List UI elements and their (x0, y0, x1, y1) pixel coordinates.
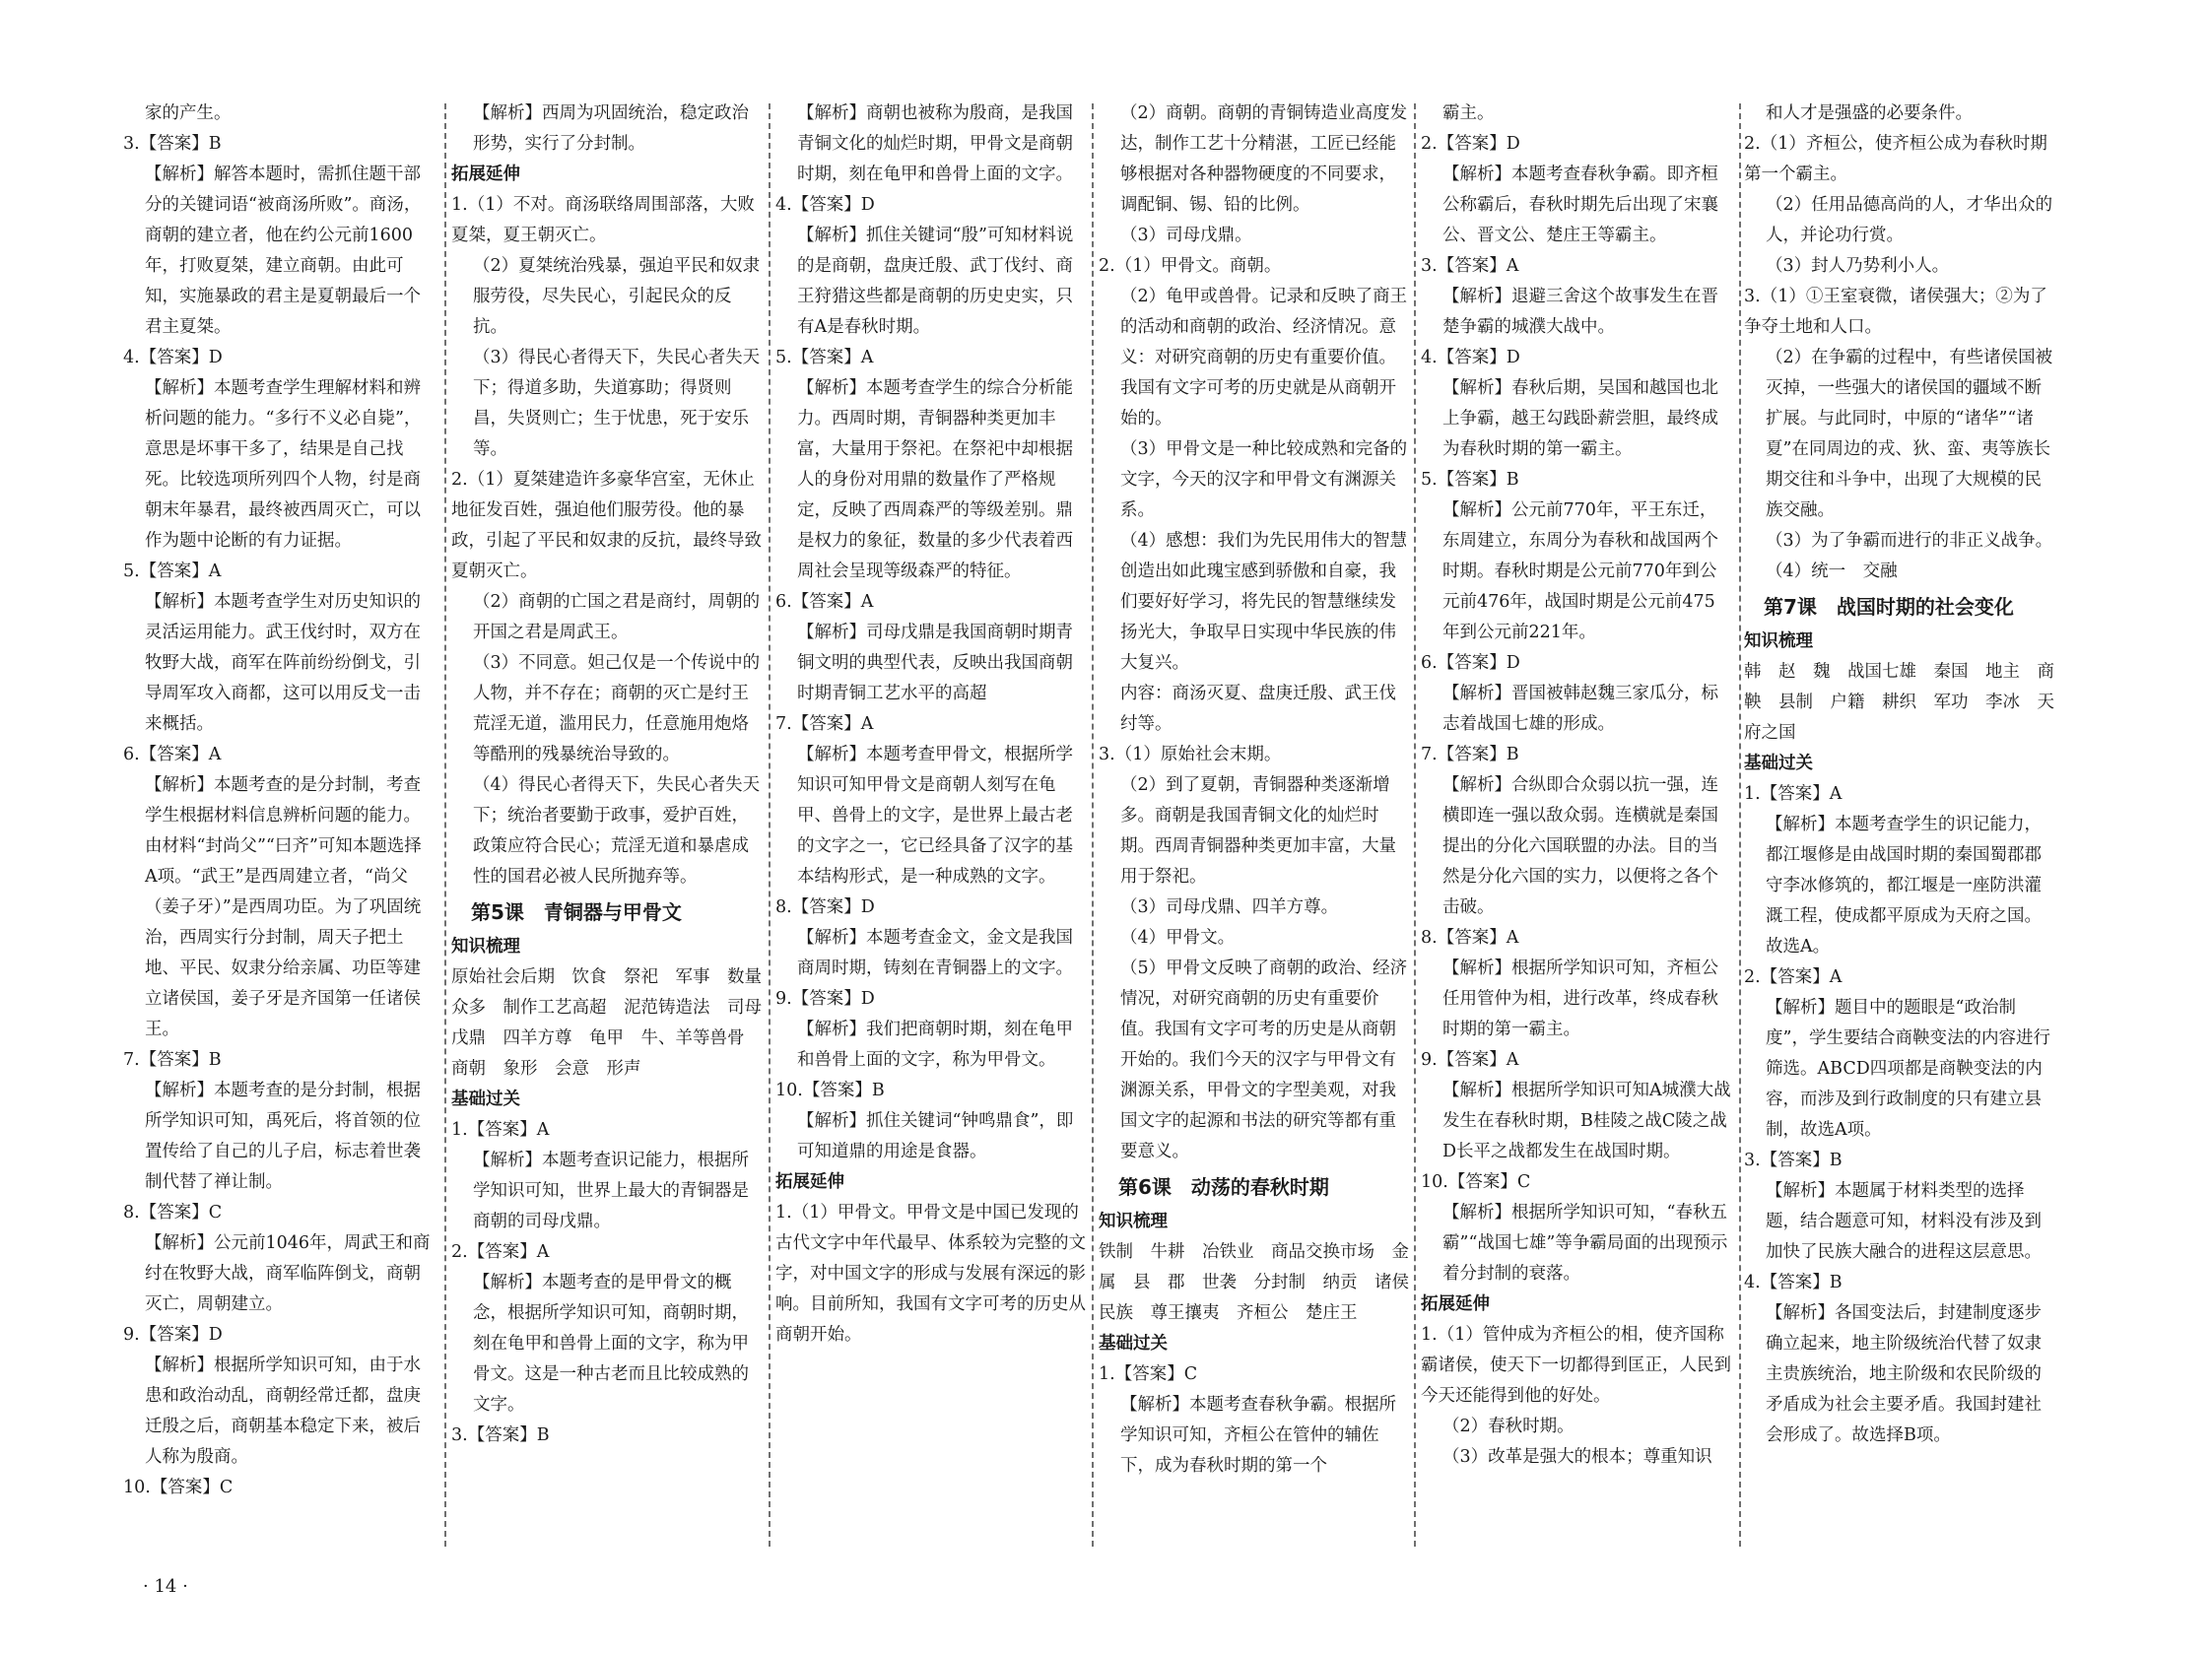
explanation-text: 【解析】商朝也被称为殷商，是我国青铜文化的灿烂时期，甲骨文是商朝时期，刻在龟甲和兽骨上面的文字。 (797, 103, 1073, 184)
answer-item: 3.【答案】B (451, 1425, 550, 1445)
explanation-text: 【解析】本题考查学生理解材料和辨析问题的能力。“多行不义必自毙”，意思是坏事干多了，结果是自己找死。比较选项所列四个人物，纣是商朝末年暴君，最终被西周灭亡，可以作为题中论断的有力证据。 (145, 378, 422, 551)
answer-item: 9.【答案】D (123, 1325, 223, 1345)
explanation-text: （3）为了争霸而进行的非正义战争。 (1766, 531, 2053, 551)
explanation-text: （3）封人乃势利小人。 (1766, 256, 1950, 276)
explanation-text: 【解析】西周为巩固统治，稳定政治形势，实行了分封制。 (473, 103, 749, 154)
answer-item: 9.【答案】D (775, 989, 875, 1009)
explanation-text: 和人才是强盛的必要条件。 (1766, 103, 1973, 123)
explanation-text: 【解析】公元前770年，平王东迁，东周建立，东周分为春秋和战国两个时期。春秋时期是公元前770年到公元前476年，战国时期是公元前475年到公元前221年。 (1442, 500, 1718, 642)
explanation-text: 【解析】题目中的题眼是“政治制度”，学生要结合商鞅变法的内容进行筛选。ABCD四项都是商鞅变法的内容，而涉及到行政制度的只有建立县制，故选A项。 (1766, 998, 2050, 1140)
explanation-text: 【解析】各国变法后，封建制度逐步确立起来，地主阶级统治代替了奴隶主贵族统治，地主阶级和农民阶级的矛盾成为社会主要矛盾。我国封建社会形成了。故选择B项。 (1766, 1303, 2042, 1445)
explanation-text: 【解析】本题考查学生的识记能力，都江堰修是由战国时期的秦国蜀郡郡守李冰修筑的，都江堰是一座防洪灌溉工程，使成都平原成为天府之国。故选A。 (1766, 815, 2042, 957)
section-heading: 知识梳理 (1099, 1212, 1168, 1231)
column-1 (123, 99, 434, 1503)
answer-item: 4.【答案】D (775, 195, 875, 215)
explanation-text: 【解析】本题考查的是分封制，根据所学知识可知，禹死后，将首领的位置传给了自己的儿子启，标志着世袭制代替了禅让制。 (145, 1081, 421, 1192)
section-heading: 知识梳理 (1744, 631, 1813, 651)
explanation-text: 【解析】本题考查的是甲骨文的概念，根据所学知识可知，商朝时期，刻在龟甲和兽骨上面的文字，称为甲骨文。这是一种古老而且比较成熟的文字。 (473, 1273, 749, 1415)
answer-item: 1.（1）管仲成为齐桓公的相，使齐国称霸诸侯，使天下一切都得到匡正，人民到今天还能得到他的好处。 (1421, 1325, 1731, 1406)
explanation-text: 【解析】抓住关键词“殷”可知材料说的是商朝，盘庚迁殷、武丁伐纣、商王狩猎这些都是商朝的历史史实，只有A是春秋时期。 (797, 226, 1074, 337)
answer-item: 2.（1）甲骨文。商朝。 (1099, 256, 1282, 276)
explanation-text: （2）龟甲或兽骨。记录和反映了商王的活动和商朝的政治、经济情况。意义：对研究商朝的历史有重要价值。我国有文字可考的历史就是从商朝开始的。 (1120, 287, 1408, 429)
answer-item: 10.【答案】C (123, 1478, 234, 1497)
section-heading: 拓展延伸 (451, 165, 520, 184)
section-heading: 基础过关 (451, 1090, 520, 1109)
explanation-text: （4）统一 交融 (1766, 562, 1898, 581)
answer-item: 韩 赵 魏 战国七雄 秦国 地主 商鞅 县制 户籍 耕织 军功 李冰 天府之国 (1744, 662, 2054, 743)
explanation-text: 【解析】根据所学知识可知A城濮大战发生在春秋时期，B桂陵之战C陵之战D长平之战都发生在战国时期。 (1442, 1081, 1731, 1161)
explanation-text: 【解析】根据所学知识可知，齐桓公任用管仲为相，进行改革，终成春秋时期的第一霸主。 (1442, 959, 1718, 1039)
answer-item: 3.（1）①王室衰微，诸侯强大；②为了争夺土地和人口。 (1744, 287, 2047, 337)
explanation-text: （4）感想：我们为先民用伟大的智慧创造出如此瑰宝感到骄傲和自豪，我们要好好学习，将先民的智慧继续发扬光大，争取早日实现中华民族的伟大复兴。 (1120, 531, 1408, 673)
explanation-text: 【解析】本题考查学生对历史知识的灵活运用能力。武王伐纣时，双方在牧野大战，商军在阵前纷纷倒戈，引导周军攻入商都，这可以用反戈一击来概括。 (145, 592, 421, 734)
answer-item: 1.（1）甲骨文。甲骨文是中国已发现的古代文字中年代最早、体系较为完整的文字，对中国文字的形成与发展有深远的影响。目前所知，我国有文字可考的历史从商朝开始。 (775, 1203, 1086, 1345)
explanation-text: 【解析】抓住关键词“钟鸣鼎食”，即可知道鼎的用途是食器。 (797, 1111, 1074, 1161)
explanation-text: 内容：商汤灭夏、盘庚迁殷、武王伐纣等。 (1120, 684, 1396, 734)
explanation-text: 【解析】本题考查的是分封制，考查学生根据材料信息辨析问题的能力。由材料“封尚父”“曰齐”可知本题选择A项。“武王”是西周建立者，“尚父（姜子牙）”是西周功臣。为了巩固统治，西周实行分封制，周天子把土地、平民、奴隶分给亲属、功臣等建立诸侯国，姜子牙是齐国第一任诸侯王。 (145, 775, 422, 1039)
section-heading: 基础过关 (1744, 754, 1813, 773)
section-heading: 知识梳理 (451, 937, 520, 957)
answer-item: 6.【答案】D (1421, 653, 1520, 673)
answer-item: 8.【答案】C (123, 1203, 223, 1223)
column-divider (444, 103, 446, 1547)
column-4 (1099, 99, 1427, 1482)
explanation-text: （2）商朝。商朝的青铜铸造业高度发达，制作工艺十分精湛，工匠已经能够根据对各种器物硬度的不同要求，调配铜、锡、铅的比例。 (1120, 103, 1408, 215)
column-divider (1739, 103, 1741, 1547)
answer-item: 5.【答案】B (1421, 470, 1519, 490)
section-heading: 拓展延伸 (775, 1172, 844, 1192)
answer-item: 3.【答案】B (1744, 1151, 1843, 1170)
explanation-text: （2）到了夏朝，青铜器种类逐渐增多。商朝是我国青铜文化的灿烂时期。西周青铜器种类更加丰富，大量用于祭祀。 (1120, 775, 1396, 887)
answer-item: 4.【答案】D (1421, 348, 1520, 367)
explanation-text: 【解析】晋国被韩赵魏三家瓜分，标志着战国七雄的形成。 (1442, 684, 1718, 734)
explanation-text: 【解析】退避三舍这个故事发生在晋楚争霸的城濮大战中。 (1442, 287, 1718, 337)
column-5 (1421, 99, 1731, 1473)
explanation-text: 【解析】公元前1046年，周武王和商纣在牧野大战，商军临阵倒戈，商朝灭亡，周朝建立。 (145, 1233, 431, 1314)
lesson-heading: 第7课 战国时期的社会变化 (1764, 595, 2014, 619)
answer-item: 2.【答案】D (1421, 134, 1520, 154)
answer-item: 7.【答案】B (123, 1050, 222, 1070)
lesson-heading: 第5课 青铜器与甲骨文 (471, 900, 682, 924)
answer-item: 铁制 牛耕 冶铁业 商品交换市场 金属 县 郡 世袭 分封制 纳贡 诸侯 民族 尊王攘夷 齐桓公 楚庄王 (1099, 1242, 1427, 1323)
answer-item: 7.【答案】B (1421, 745, 1519, 764)
explanation-text: （3）司母戊鼎。 (1120, 226, 1252, 245)
explanation-text: 【解析】根据所学知识可知，由于水患和政治动乱，商朝经常迁都，盘庚迁殷之后，商朝基本稳定下来，被后人称为殷商。 (145, 1355, 421, 1467)
answer-item: 5.【答案】A (123, 562, 222, 581)
explanation-text: 【解析】春秋后期，吴国和越国也北上争霸，越王勾践卧薪尝胆，最终成为春秋时期的第一霸主。 (1442, 378, 1718, 459)
explanation-text: （3）司母戊鼎、四羊方尊。 (1120, 897, 1339, 917)
explanation-text: 【解析】本题考查春秋争霸。根据所学知识可知，齐桓公在管仲的辅佐下，成为春秋时期的第一个 (1120, 1395, 1396, 1476)
answer-item: 2.【答案】A (1744, 967, 1843, 987)
explanation-text: 【解析】本题考查甲骨文，根据所学知识可知甲骨文是商朝人刻写在龟甲、兽骨上的文字，是世界上最古老的文字之一，它已经具备了汉字的基本结构形式，是一种成熟的文字。 (797, 745, 1073, 887)
page-number: · 14 · (143, 1576, 188, 1597)
explanation-text: （2）夏桀统治残暴，强迫平民和奴隶服劳役，尽失民心，引起民众的反抗。 (473, 256, 761, 337)
answer-item: 3.【答案】B (123, 134, 222, 154)
answer-item: 4.【答案】B (1744, 1273, 1843, 1292)
explanation-text: 【解析】本题考查学生的综合分析能力。西周时期，青铜器种类更加丰富，大量用于祭祀。在祭祀中却根据人的身份对用鼎的数量作了严格规定，反映了西周森严的等级差别。鼎是权力的象征，数量的多少代表着西周社会呈现等级森严的特征。 (797, 378, 1073, 581)
answer-item: 1.【答案】C (1099, 1364, 1198, 1384)
explanation-text: 【解析】解答本题时，需抓住题干部分的关键词语“被商汤所败”。商汤，商朝的建立者，他在约公元前1600年，打败夏桀，建立商朝。由此可知，实施暴政的君主是夏朝最后一个君主夏桀。 (145, 165, 422, 337)
answer-item: 3.【答案】A (1421, 256, 1519, 276)
explanation-text: 【解析】本题考查春秋争霸。即齐桓公称霸后，春秋时期先后出现了宋襄公、晋文公、楚庄王等霸主。 (1442, 165, 1718, 245)
explanation-text: 【解析】本题属于材料类型的选择题，结合题意可知，材料没有涉及到加快了民族大融合的进程这层意思。 (1766, 1181, 2042, 1262)
section-heading: 拓展延伸 (1421, 1294, 1490, 1314)
explanation-text: （3）不同意。妲己仅是一个传说中的人物，并不存在；商朝的灭亡是纣王荒淫无道，滥用民力，任意施用炮烙等酷刑的残暴统治导致的。 (473, 653, 761, 764)
answer-item: 3.（1）原始社会末期。 (1099, 745, 1282, 764)
explanation-text: （3）甲骨文是一种比较成熟和完备的文字，今天的汉字和甲骨文有渊源关系。 (1120, 439, 1408, 520)
answer-item: 2.【答案】A (451, 1242, 550, 1262)
explanation-text: 【解析】本题考查识记能力，根据所学知识可知，世界上最大的青铜器是商朝的司母戊鼎。 (473, 1151, 749, 1231)
answer-item: 5.【答案】A (775, 348, 874, 367)
explanation-text: 家的产生。 (145, 103, 232, 123)
explanation-text: （2）任用品德高尚的人，才华出众的人，并论功行赏。 (1766, 195, 2053, 245)
answer-item: 2.（1）夏桀建造许多豪华宫室，无休止地征发百姓，强迫他们服劳役。他的暴政，引起了平民和奴隶的反抗，最终导致夏朝灭亡。 (451, 470, 762, 581)
explanation-text: 【解析】司母戊鼎是我国商朝时期青铜文明的典型代表，反映出我国商朝时期青铜工艺水平的高超 (797, 623, 1073, 703)
column-divider (1092, 103, 1094, 1547)
answer-item: 8.【答案】A (1421, 928, 1519, 948)
answer-item: 6.【答案】A (775, 592, 874, 612)
column-divider (1414, 103, 1416, 1547)
explanation-text: （5）甲骨文反映了商朝的政治、经济情况，对研究商朝的历史有重要价值。我国有文字可考的历史是从商朝开始的。我们今天的汉字与甲骨文有渊源关系，甲骨文的字型美观，对我国文字的起源和书法的研究等都有重要意义。 (1120, 959, 1408, 1161)
column-6 (1744, 99, 2054, 1451)
explanation-text: （2）商朝的亡国之君是商纣，周朝的开国之君是周武王。 (473, 592, 761, 642)
explanation-text: （2）春秋时期。 (1442, 1417, 1575, 1436)
lesson-heading: 第6课 动荡的春秋时期 (1118, 1175, 1329, 1199)
column-3 (775, 99, 1086, 1351)
answer-item: 6.【答案】A (123, 745, 222, 764)
answer-item: 10.【答案】B (775, 1081, 885, 1100)
explanation-text: 【解析】本题考查金文，金文是我国商周时期，铸刻在青铜器上的文字。 (797, 928, 1073, 978)
explanation-text: （3）得民心者得天下，失民心者失天下；得道多助，失道寡助；得贤则昌，失贤则亡；生于忧患，死于安乐等。 (473, 348, 761, 459)
explanation-text: （3）改革是强大的根本；尊重知识 (1442, 1447, 1712, 1467)
explanation-text: （2）在争霸的过程中，有些诸侯国被灭掉，一些强大的诸侯国的疆域不断扩展。与此同时，中原的“诸华”“诸夏”在同周边的戎、狄、蛮、夷等族长期交往和斗争中，出现了大规模的民族交融。 (1766, 348, 2053, 520)
section-heading: 基础过关 (1099, 1334, 1168, 1354)
answer-item: 4.【答案】D (123, 348, 223, 367)
explanation-text: 【解析】根据所学知识可知，“春秋五霸”“战国七雄”等争霸局面的出现预示着分封制的衰落。 (1442, 1203, 1728, 1284)
column-2 (451, 99, 762, 1451)
explanation-text: （4）甲骨文。 (1120, 928, 1236, 948)
explanation-text: （4）得民心者得天下，失民心者失天下；统治者要勤于政事，爱护百姓，政策应符合民心；荒淫无道和暴虐成性的国君必被人民所抛弃等。 (473, 775, 761, 887)
explanation-text: 霸主。 (1442, 103, 1495, 123)
answer-item: 8.【答案】D (775, 897, 875, 917)
answer-item: 10.【答案】C (1421, 1172, 1531, 1192)
answer-item: 7.【答案】A (775, 714, 874, 734)
answer-item: 2.（1）齐桓公，使齐桓公成为春秋时期第一个霸主。 (1744, 134, 2047, 184)
explanation-text: 【解析】我们把商朝时期，刻在龟甲和兽骨上面的文字，称为甲骨文。 (797, 1020, 1073, 1070)
answer-item: 9.【答案】A (1421, 1050, 1519, 1070)
answer-item: 原始社会后期 饮食 祭祀 军事 数量众多 制作工艺高超 泥范铸造法 司母戊鼎 四羊方尊 龟甲 牛、羊等兽骨 商朝 象形 会意 形声 (451, 967, 762, 1079)
answer-item: 1.【答案】A (451, 1120, 550, 1140)
explanation-text: 【解析】合纵即合众弱以抗一强，连横即连一强以敌众弱。连横就是秦国提出的分化六国联盟的办法。目的当然是分化六国的实力，以便将之各个击破。 (1442, 775, 1718, 917)
answer-item: 1.（1）不对。商汤联络周围部落，大败夏桀，夏王朝灭亡。 (451, 195, 755, 245)
column-divider (769, 103, 771, 1547)
answer-item: 1.【答案】A (1744, 784, 1843, 804)
